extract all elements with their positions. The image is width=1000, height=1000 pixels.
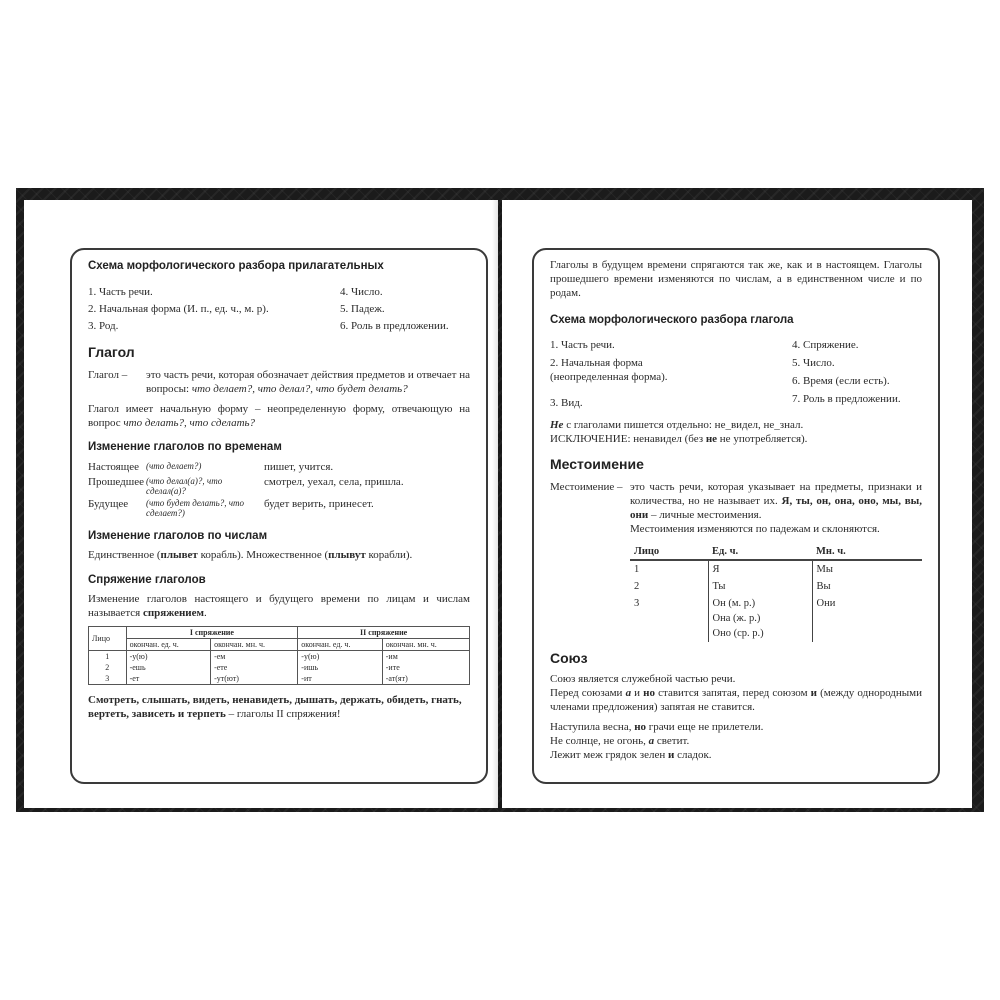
verb-scheme-list	[550, 338, 922, 410]
tenses-title: Изменение глаголов по временам	[88, 441, 282, 453]
pron-header-pl: Мн. ч.	[812, 544, 922, 560]
open-notebook	[16, 188, 984, 812]
numbers-word-a: плывет	[160, 549, 198, 561]
union-ex-bold: а	[648, 735, 655, 747]
union-ex-text: Не солнце, не огонь,	[550, 735, 649, 747]
tense-example-present: пишет, учится.	[264, 461, 334, 473]
numbers-title: Изменение глаголов по числам	[88, 530, 268, 542]
ne-exc-b: не употребляется).	[717, 433, 808, 445]
union-no: но	[643, 687, 656, 699]
ne-rule	[550, 418, 922, 432]
conj-cell: -ут(ют)	[211, 673, 298, 685]
union-ex-text: Лежит меж грядок зелен	[550, 749, 669, 761]
pron-sg: Я	[708, 560, 812, 578]
conj-cell: -ишь	[298, 662, 382, 673]
union-text: Перед союзами	[550, 687, 626, 699]
verb-scheme-col-a	[550, 338, 786, 410]
conj-group-1: I спряжение	[126, 627, 298, 639]
ne-exc-word: не	[705, 433, 718, 445]
tense-name-past: Прошедшее	[88, 476, 144, 488]
verb-scheme-col-b	[792, 338, 922, 410]
numbers-text-c: корабли).	[365, 549, 413, 561]
adjective-scheme-title: Схема морфологического разбора прилагательных	[88, 260, 384, 272]
exception-tail: – глаголы II спряжения!	[225, 708, 341, 720]
tense-name-present: Настоящее	[88, 461, 139, 473]
conj-subheader: окончан. ед. ч.	[126, 639, 210, 651]
ne-text: с глаголами пишется отдельно: не_видел, не_знал.	[563, 419, 804, 431]
union-ex-text: сладок.	[674, 749, 712, 761]
union-a: а	[625, 687, 632, 699]
adj-item-4: 4. Число.	[340, 286, 383, 298]
pronoun-table-wrap	[550, 544, 922, 642]
conj-cell: -ем	[211, 651, 298, 663]
pron-face: 2	[630, 578, 708, 595]
union-example-2	[550, 734, 922, 748]
adj-item-3: 3. Род.	[88, 320, 119, 332]
tense-question-future: (что будет делать?, что сделает?)	[146, 498, 245, 518]
conj-cell: -ет	[126, 673, 210, 685]
numbers-text-a: Единственное (	[88, 549, 161, 561]
union-text: (между однородными членами предложения) запятая не ставится.	[550, 687, 922, 713]
ne-exc-a: ИСКЛЮЧЕНИЕ: ненавидел (без	[550, 433, 706, 445]
union-ex-bold: но	[634, 721, 647, 733]
numbers-text-b: корабль). Множественное (	[197, 549, 329, 561]
conj-face-header: Лицо	[89, 627, 127, 651]
pron-header-sg: Ед. ч.	[708, 544, 812, 560]
conj-cell: -ат(ят)	[382, 673, 469, 685]
pron-sg: Ты	[708, 578, 812, 595]
adjective-scheme-list	[88, 285, 470, 336]
adj-item-6: 6. Роль в предложении.	[340, 320, 449, 332]
pronoun-definition	[550, 480, 922, 536]
pron-face: 1	[630, 560, 708, 578]
exception-verbs: Смотреть, слышать, видеть, ненавидеть, дышать, держать, обидеть, гнать, вертеть, зависеть и терпеть	[88, 694, 462, 720]
union-i: и	[810, 687, 817, 699]
table-row	[630, 578, 922, 595]
verb-inf-questions: что делать?, что сделать?	[123, 417, 256, 429]
conjugation-table	[88, 626, 470, 685]
pronoun-def-a: это часть речи, которая указывает на предметы, признаки и количества, но не называет их.	[630, 481, 922, 507]
union-line1: Союз является служебной частью речи.	[550, 673, 736, 685]
table-row	[89, 673, 470, 685]
union-text: ставится запятая, перед союзом	[655, 687, 811, 699]
verb-def-questions: что делает?, что делал?, что будет делать?	[191, 383, 408, 395]
conj-cell: -ете	[211, 662, 298, 673]
table-row	[89, 651, 470, 663]
conj-cell: 1	[89, 651, 127, 663]
verb-definition	[88, 368, 470, 396]
numbers-example	[88, 548, 470, 562]
pron-sg: Он (м. р.)	[712, 598, 756, 609]
conj-subheader: окончан. ед. ч.	[298, 639, 382, 651]
conj-subheader: окончан. мн. ч.	[382, 639, 469, 651]
pronoun-definition-text	[630, 480, 922, 536]
pronoun-term: Местоимение –	[550, 481, 623, 493]
pron-header-face: Лицо	[630, 544, 708, 560]
conj-subheader: окончан. мн. ч.	[211, 639, 298, 651]
pron-face: 3	[630, 595, 708, 642]
conj-cell: -у(ю)	[126, 651, 210, 663]
table-row	[630, 560, 922, 578]
right-page	[502, 200, 972, 808]
pron-pl: Вы	[816, 581, 831, 592]
verb-inf-text: Глагол имеет начальную форму – неопределенную форму, отвечающую на вопрос	[88, 403, 470, 429]
conj-cell: -ите	[382, 662, 469, 673]
pronoun-heading: Местоимение	[550, 456, 644, 472]
personal-pronouns: Я, ты, он, она, оно, мы, вы, они	[630, 495, 923, 521]
verb-scheme-item: 5. Число.	[792, 357, 835, 369]
pronoun-table	[630, 544, 922, 642]
tense-question-present: (что делает?)	[146, 461, 202, 471]
left-page-frame	[70, 248, 488, 784]
union-example-3	[550, 748, 922, 762]
conj-group-2: II спряжение	[298, 627, 470, 639]
conjugation-term: спряжением	[142, 607, 205, 619]
conj-cell: -им	[382, 651, 469, 663]
tense-name-future: Будущее	[88, 498, 129, 510]
verb-scheme-item: 4. Спряжение.	[792, 339, 859, 351]
pronoun-def-b: – личные местоимения.	[648, 509, 762, 521]
table-row	[630, 595, 922, 642]
tense-question-past: (что делал(а)?, что сделал(а)?	[146, 476, 223, 496]
right-page-frame	[532, 248, 940, 784]
pronoun-def-c: Местоимения изменяются по падежам и склоняются.	[630, 523, 880, 535]
union-examples	[550, 720, 922, 762]
tenses-list	[88, 460, 470, 518]
numbers-word-b: плывут	[328, 549, 366, 561]
left-page	[24, 200, 498, 808]
verb-heading: Глагол	[88, 344, 135, 360]
union-ex-text: светит.	[654, 735, 690, 747]
table-row	[89, 662, 470, 673]
conjugation-exception	[88, 693, 470, 721]
tense-example-past: смотрел, уехал, села, пришла.	[264, 476, 404, 488]
conj-cell: -ит	[298, 673, 382, 685]
pron-sg: Она (ж. р.)	[712, 613, 761, 624]
union-example-1	[550, 720, 922, 734]
union-ex-bold: и	[668, 749, 675, 761]
conj-cell: -у(ю)	[298, 651, 382, 663]
ne-word: Не	[550, 419, 564, 431]
verb-scheme-item: 6. Время (если есть).	[792, 375, 890, 387]
ne-exception	[550, 432, 922, 446]
union-text: и	[631, 687, 644, 699]
conj-cell: -ешь	[126, 662, 210, 673]
adj-item-5: 5. Падеж.	[340, 303, 385, 315]
verb-scheme-title: Схема морфологического разбора глагола	[550, 314, 794, 326]
pron-pl: Мы	[816, 564, 833, 575]
verb-scheme-item: 2. Начальная форма (неопределенная форма).	[550, 357, 668, 383]
union-ex-text: Наступила весна,	[550, 721, 635, 733]
conj-cell: 2	[89, 662, 127, 673]
verb-def-text: это часть речи, которая обозначает действия предметов и отвечает на вопросы:	[146, 369, 470, 395]
adj-item-2: 2. Начальная форма (И. п., ед. ч., м. р).	[88, 303, 269, 315]
conjugation-definition: Изменение глаголов настоящего и будущего времени по лицам и числам называется спряжением.	[88, 593, 470, 619]
pron-sg: Оно (ср. р.)	[712, 628, 764, 639]
pron-sg-group	[708, 595, 812, 642]
verb-term: Глагол –	[88, 369, 128, 381]
union-heading: Союз	[550, 650, 588, 666]
pron-pl: Они	[816, 598, 836, 609]
adj-item-1: 1. Часть речи.	[88, 286, 153, 298]
union-ex-text: грачи еще не прилетели.	[646, 721, 764, 733]
verb-scheme-item: 3. Вид.	[550, 397, 583, 409]
verb-scheme-item: 7. Роль в предложении.	[792, 393, 901, 405]
verb-infinitive-text	[88, 402, 470, 430]
verb-definition-text	[146, 368, 470, 396]
verb-tense-intro: Глаголы в будущем времени спрягаются так же, как и в настоящем. Глаголы прошедшего времени изменяются по числам, а в единственном числе и по родам.	[550, 259, 922, 299]
conjugation-title: Спряжение глаголов	[88, 574, 206, 586]
union-rule	[550, 686, 922, 714]
conjugation-text: Изменение глаголов настоящего и будущего времени по лицам и числам называется	[88, 593, 470, 619]
tense-example-future: будет верить, принесет.	[264, 498, 374, 510]
conj-cell: 3	[89, 673, 127, 685]
verb-scheme-item: 1. Часть речи.	[550, 339, 615, 351]
